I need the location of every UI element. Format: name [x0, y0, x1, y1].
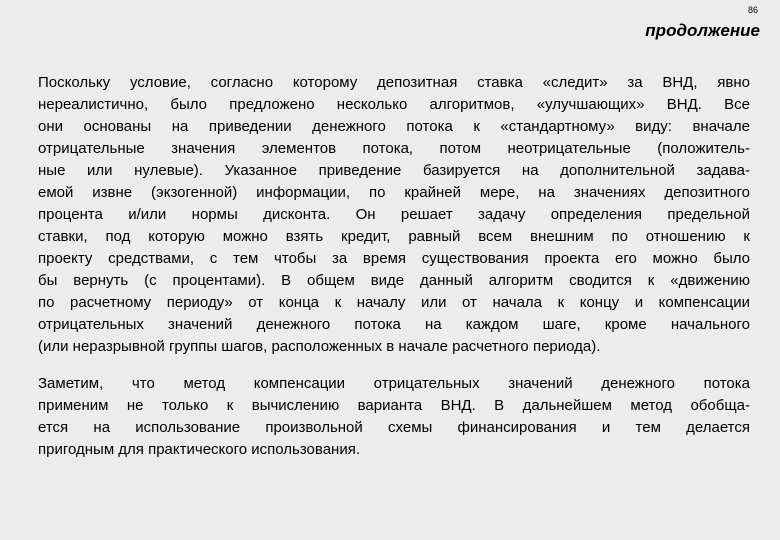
paragraph-line: Заметим, что метод компенсации отрицательных значений денежного потока: [38, 375, 750, 392]
paragraph-line: ется на использование произвольной схемы финансирования и тем делается: [38, 419, 750, 436]
paragraph-line: ставки, под которую можно взять кредит, равный всем внешним по отношению к: [38, 228, 750, 245]
paragraph-line: отрицательные значения элементов потока, потом неотрицательные (положитель-: [38, 140, 750, 157]
paragraph-line: применим не только к вычислению варианта ВНД. В дальнейшем метод обобща-: [38, 397, 750, 414]
paragraph-line: отрицательных значений денежного потока на каждом шаге, кроме начального: [38, 316, 750, 333]
paragraph-line: ные или нулевые). Указанное приведение базируется на дополнительной задава-: [38, 162, 750, 179]
paragraph-line: нереалистично, было предложено несколько алгоритмов, «улучшающих» ВНД. Все: [38, 96, 750, 113]
paragraph-line: пригодным для практического использования.: [38, 441, 360, 458]
paragraph-line: бы вернуть (с процентами). В общем виде данный алгоритм сводится к «движению: [38, 272, 750, 289]
paragraph-1: [38, 72, 750, 358]
page-number: 86: [748, 5, 759, 15]
continuation-heading: продолжение: [645, 21, 760, 40]
paragraph-line: процента и/или нормы дисконта. Он решает задачу определения предельной: [38, 206, 750, 223]
paragraph-line: по расчетному периоду» от конца к началу или от начала к концу и компенсации: [38, 294, 750, 311]
paragraph-line: проекту средствами, с тем чтобы за время существования проекта его можно было: [38, 250, 750, 267]
paragraph-line: (или неразрывной группы шагов, расположенных в начале расчетного периода).: [38, 338, 601, 355]
paragraph-2: [38, 373, 750, 461]
paragraph-line: они основаны на приведении денежного потока к «стандартному» виду: вначале: [38, 118, 750, 135]
paragraph-line: Поскольку условие, согласно которому депозитная ставка «следит» за ВНД, явно: [38, 74, 750, 91]
paragraph-line: емой извне (экзогенной) информации, по крайней мере, на значениях депозитного: [38, 184, 750, 201]
